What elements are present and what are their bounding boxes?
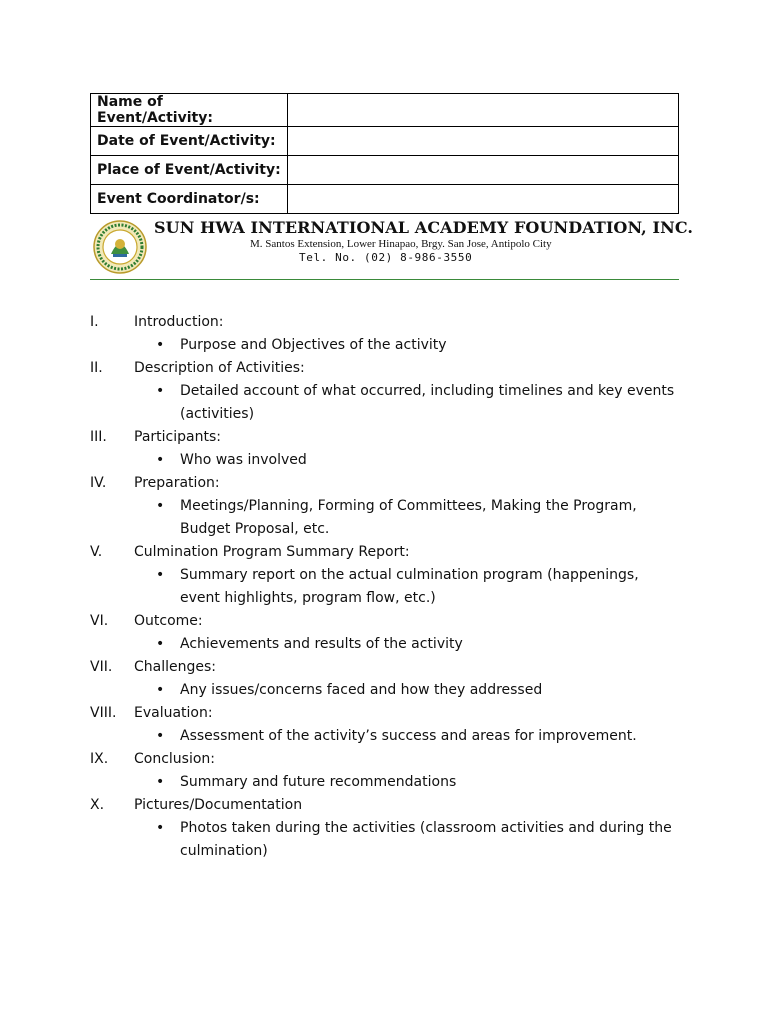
school-name: SUN HWA INTERNATIONAL ACADEMY FOUNDATION, INC.: [154, 218, 694, 237]
section-numeral: VII.: [90, 659, 113, 675]
event-place-field[interactable]: [288, 156, 679, 185]
section-bullet-text: Detailed account of what occurred, including timelines and key events (activities): [180, 383, 675, 422]
bullet-icon: •: [156, 820, 165, 836]
section-bullet-text: Photos taken during the activities (classroom activities and during the culmination): [180, 820, 672, 859]
event-date-field[interactable]: [288, 127, 679, 156]
table-row: [91, 127, 679, 156]
report-outline: [90, 311, 690, 863]
section-bullet-text: Meetings/Planning, Forming of Committees, Making the Program, Budget Proposal, etc.: [180, 498, 637, 537]
list-item: [90, 656, 690, 702]
event-coordinator-label: Event Coordinator/s:: [91, 185, 288, 214]
section-numeral: I.: [90, 314, 99, 330]
bullet-icon: •: [156, 728, 165, 744]
section-numeral: VI.: [90, 613, 109, 629]
bullet-icon: •: [156, 636, 165, 652]
section-title: Pictures/Documentation: [134, 797, 303, 813]
bullet-icon: •: [156, 498, 165, 514]
school-seal-icon: [93, 220, 147, 274]
section-title: Evaluation:: [134, 705, 213, 721]
section-title: Preparation:: [134, 475, 220, 491]
table-row: [91, 94, 679, 127]
bullet-icon: •: [156, 774, 165, 790]
section-bullet-text: Assessment of the activity’s success and areas for improvement.: [180, 728, 637, 744]
table-row: [91, 185, 679, 214]
list-item: [90, 311, 690, 357]
bullet-icon: •: [156, 567, 165, 583]
list-item: [90, 472, 690, 541]
school-address: M. Santos Extension, Lower Hinapao, Brgy. San Jose, Antipolo City: [250, 238, 552, 250]
bullet-icon: •: [156, 337, 165, 353]
list-item: [90, 748, 690, 794]
section-title: Participants:: [134, 429, 221, 445]
bullet-icon: •: [156, 383, 165, 399]
section-numeral: VIII.: [90, 705, 117, 721]
section-title: Conclusion:: [134, 751, 216, 767]
bullet-icon: •: [156, 452, 165, 468]
event-name-label: Name of Event/Activity:: [91, 94, 288, 127]
section-title: Description of Activities:: [134, 360, 305, 376]
letterhead: [90, 217, 694, 280]
list-item: [90, 426, 690, 472]
list-item: [90, 610, 690, 656]
section-title: Introduction:: [134, 314, 224, 330]
section-title: Outcome:: [134, 613, 203, 629]
section-numeral: III.: [90, 429, 107, 445]
list-item: [90, 702, 690, 748]
section-title: Challenges:: [134, 659, 217, 675]
section-bullet-text: Purpose and Objectives of the activity: [180, 337, 447, 353]
school-telephone: Tel. No. (02) 8-986-3550: [299, 251, 473, 264]
section-bullet-text: Any issues/concerns faced and how they addressed: [180, 682, 543, 698]
section-numeral: X.: [90, 797, 105, 813]
section-numeral: V.: [90, 544, 103, 560]
event-date-label: Date of Event/Activity:: [91, 127, 288, 156]
event-info-table: [90, 93, 679, 214]
section-bullet-text: Achievements and results of the activity: [180, 636, 463, 652]
section-numeral: IV.: [90, 475, 107, 491]
section-numeral: IX.: [90, 751, 109, 767]
bullet-icon: •: [156, 682, 165, 698]
section-bullet-text: Summary report on the actual culmination program (happenings, event highlights, program flow, etc.): [180, 567, 639, 606]
list-item: [90, 357, 690, 426]
section-title: Culmination Program Summary Report:: [134, 544, 410, 560]
section-bullet-text: Who was involved: [180, 452, 307, 468]
table-row: [91, 156, 679, 185]
section-numeral: II.: [90, 360, 103, 376]
event-name-field[interactable]: [288, 94, 679, 127]
event-coordinator-field[interactable]: [288, 185, 679, 214]
event-place-label: Place of Event/Activity:: [91, 156, 288, 185]
list-item: [90, 541, 690, 610]
list-item: [90, 794, 690, 863]
section-bullet-text: Summary and future recommendations: [180, 774, 457, 790]
